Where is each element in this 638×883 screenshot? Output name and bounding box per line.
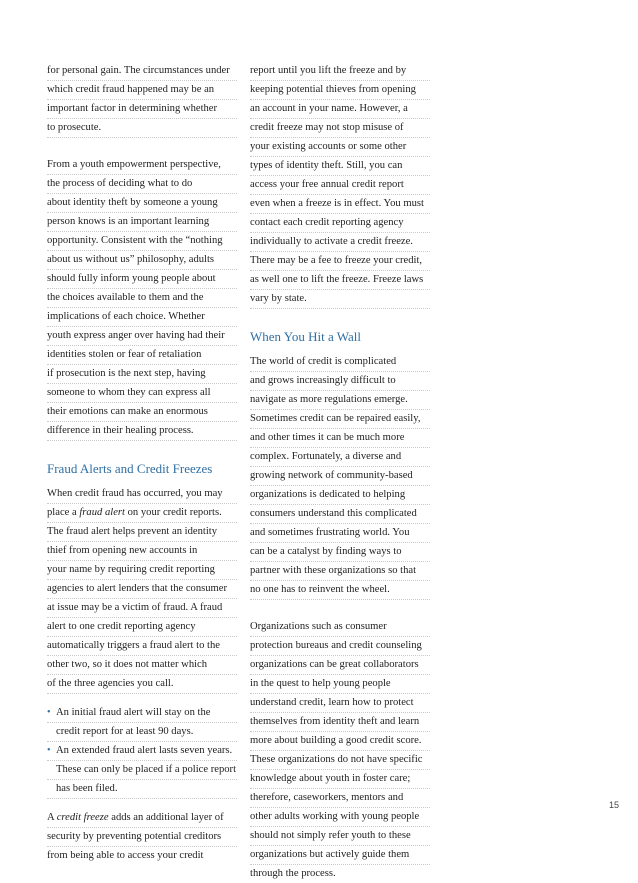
- text-line: and other times it can be much more: [250, 429, 430, 448]
- text-line: and sometimes frustrating world. You: [250, 524, 430, 543]
- text-line: person knows is an important learning: [47, 213, 237, 232]
- paragraph-youth-empowerment: [47, 156, 237, 441]
- paragraph-organizations: [250, 618, 430, 883]
- text-line: even when a freeze is in effect. You must: [250, 195, 430, 214]
- bullet-icon: •: [47, 707, 51, 718]
- text-line: agencies to alert lenders that the consumer: [47, 580, 237, 599]
- bullet-list: [47, 704, 237, 799]
- text-line: to prosecute.: [47, 119, 237, 138]
- section-heading-fraud-alerts: Fraud Alerts and Credit Freezes: [47, 461, 213, 476]
- text-line: individually to activate a credit freeze.: [250, 233, 430, 252]
- section-heading-hit-a-wall: When You Hit a Wall: [250, 329, 362, 344]
- text-line: someone to whom they can express all: [47, 384, 237, 403]
- text-line: The world of credit is complicated: [250, 353, 430, 372]
- text-line: and grows increasingly difficult to: [250, 372, 430, 391]
- text-line: understand credit, learn how to protect: [250, 694, 430, 713]
- text-line: youth express anger over having had their: [47, 327, 237, 346]
- text-line: about us without us” philosophy, adults: [47, 251, 237, 270]
- credit-freeze-term: credit freeze: [56, 812, 109, 823]
- page-number: 15: [608, 800, 619, 810]
- text-line: organizations can be great collaborators: [250, 656, 430, 675]
- text-line: other adults working with young people: [250, 808, 430, 827]
- text-line: if prosecution is the next step, having: [47, 365, 237, 384]
- text-line: growing network of community-based: [250, 467, 430, 486]
- text-line: The fraud alert helps prevent an identity: [47, 523, 237, 542]
- text-line: should fully inform young people about: [47, 270, 237, 289]
- text-line: an account in your name. However, a: [250, 100, 430, 119]
- text-line: your name by requiring credit reporting: [47, 561, 237, 580]
- text-line: from being able to access your credit: [47, 850, 204, 861]
- left-column: [47, 62, 237, 865]
- text-line: alert to one credit reporting agency: [47, 618, 237, 637]
- text-line: credit freeze may not stop misuse of: [250, 119, 430, 138]
- text-line: at issue may be a victim of fraud. A fraud: [47, 599, 237, 618]
- paragraph-prosecution: [47, 62, 237, 138]
- text-line: Sometimes credit can be repaired easily,: [250, 410, 430, 429]
- text-line: no one has to reinvent the wheel.: [250, 581, 430, 600]
- text-line: identities stolen or fear of retaliation: [47, 346, 237, 365]
- text-line: important factor in determining whether: [47, 100, 237, 119]
- text-line: Organizations such as consumer: [250, 618, 430, 637]
- text-line: protection bureaus and credit counseling: [250, 637, 430, 656]
- text-line: When credit fraud has occurred, you may: [47, 485, 237, 504]
- text-line: There may be a fee to freeze your credit,: [250, 252, 430, 271]
- list-item-continuation: has been filed.: [47, 780, 237, 799]
- text-line: should not simply refer youth to these: [250, 827, 430, 846]
- text-line: access your free annual credit report: [250, 176, 430, 195]
- text-line: of the three agencies you call.: [47, 675, 237, 694]
- text-line: automatically triggers a fraud alert to the: [47, 637, 237, 656]
- list-item-continuation: These can only be placed if a police report: [47, 761, 237, 780]
- text-line: consumers understand this complicated: [250, 505, 430, 524]
- text-line: themselves from identity theft and learn: [250, 713, 430, 732]
- text-line: about identity theft by someone a young: [47, 194, 237, 213]
- text-line: which credit fraud happened may be an: [47, 81, 237, 100]
- paragraph-freeze-continued: [250, 62, 430, 309]
- text-line: report until you lift the freeze and by: [250, 62, 430, 81]
- text-line: as well one to lift the freeze. Freeze laws: [250, 271, 430, 290]
- text-line: the choices available to them and the: [47, 289, 237, 308]
- text-line: through the process.: [250, 868, 336, 879]
- text-line: navigate as more regulations emerge.: [250, 391, 430, 410]
- text-line: your existing accounts or some other: [250, 138, 430, 157]
- text-line: thief from opening new accounts in: [47, 542, 237, 561]
- text-line: organizations is dedicated to helping: [250, 486, 430, 505]
- text-line: more about building a good credit score.: [250, 732, 430, 751]
- text-line: contact each credit reporting agency: [250, 214, 430, 233]
- text-line: difference in their healing process.: [47, 422, 237, 441]
- text-line: other two, so it does not matter which: [47, 656, 237, 675]
- right-column: [250, 62, 430, 883]
- text-line: vary by state.: [250, 290, 430, 309]
- text-line: A credit freeze adds an additional layer of: [47, 809, 237, 828]
- text-line: keeping potential thieves from opening: [250, 81, 430, 100]
- text-line: place a fraud alert on your credit reports.: [47, 504, 237, 523]
- text-line: can be a catalyst by finding ways to: [250, 543, 430, 562]
- bullet-icon: •: [47, 745, 51, 756]
- list-item-continuation: credit report for at least 90 days.: [47, 723, 237, 742]
- text-line: for personal gain. The circumstances under: [47, 62, 237, 81]
- text-line: partner with these organizations so that: [250, 562, 430, 581]
- text-line: the process of deciding what to do: [47, 175, 237, 194]
- paragraph-world-of-credit: [250, 353, 430, 600]
- text-line: opportunity. Consistent with the “nothing: [47, 232, 237, 251]
- list-item: • An initial fraud alert will stay on the: [47, 704, 237, 723]
- text-line: types of identity theft. Still, you can: [250, 157, 430, 176]
- text-line: security by preventing potential creditors: [47, 828, 237, 847]
- paragraph-credit-freeze: [47, 809, 237, 865]
- text-line: therefore, caseworkers, mentors and: [250, 789, 430, 808]
- text-line: complex. Fortunately, a diverse and: [250, 448, 430, 467]
- paragraph-fraud-alert: [47, 485, 237, 694]
- text-line: organizations but actively guide them: [250, 846, 430, 865]
- list-item: • An extended fraud alert lasts seven years.: [47, 742, 237, 761]
- text-line: These organizations do not have specific: [250, 751, 430, 770]
- text-line: knowledge about youth in foster care;: [250, 770, 430, 789]
- text-line: their emotions can make an enormous: [47, 403, 237, 422]
- fraud-alert-term: fraud alert: [79, 507, 125, 518]
- text-line: implications of each choice. Whether: [47, 308, 237, 327]
- text-line: From a youth empowerment perspective,: [47, 156, 237, 175]
- text-line: in the quest to help young people: [250, 675, 430, 694]
